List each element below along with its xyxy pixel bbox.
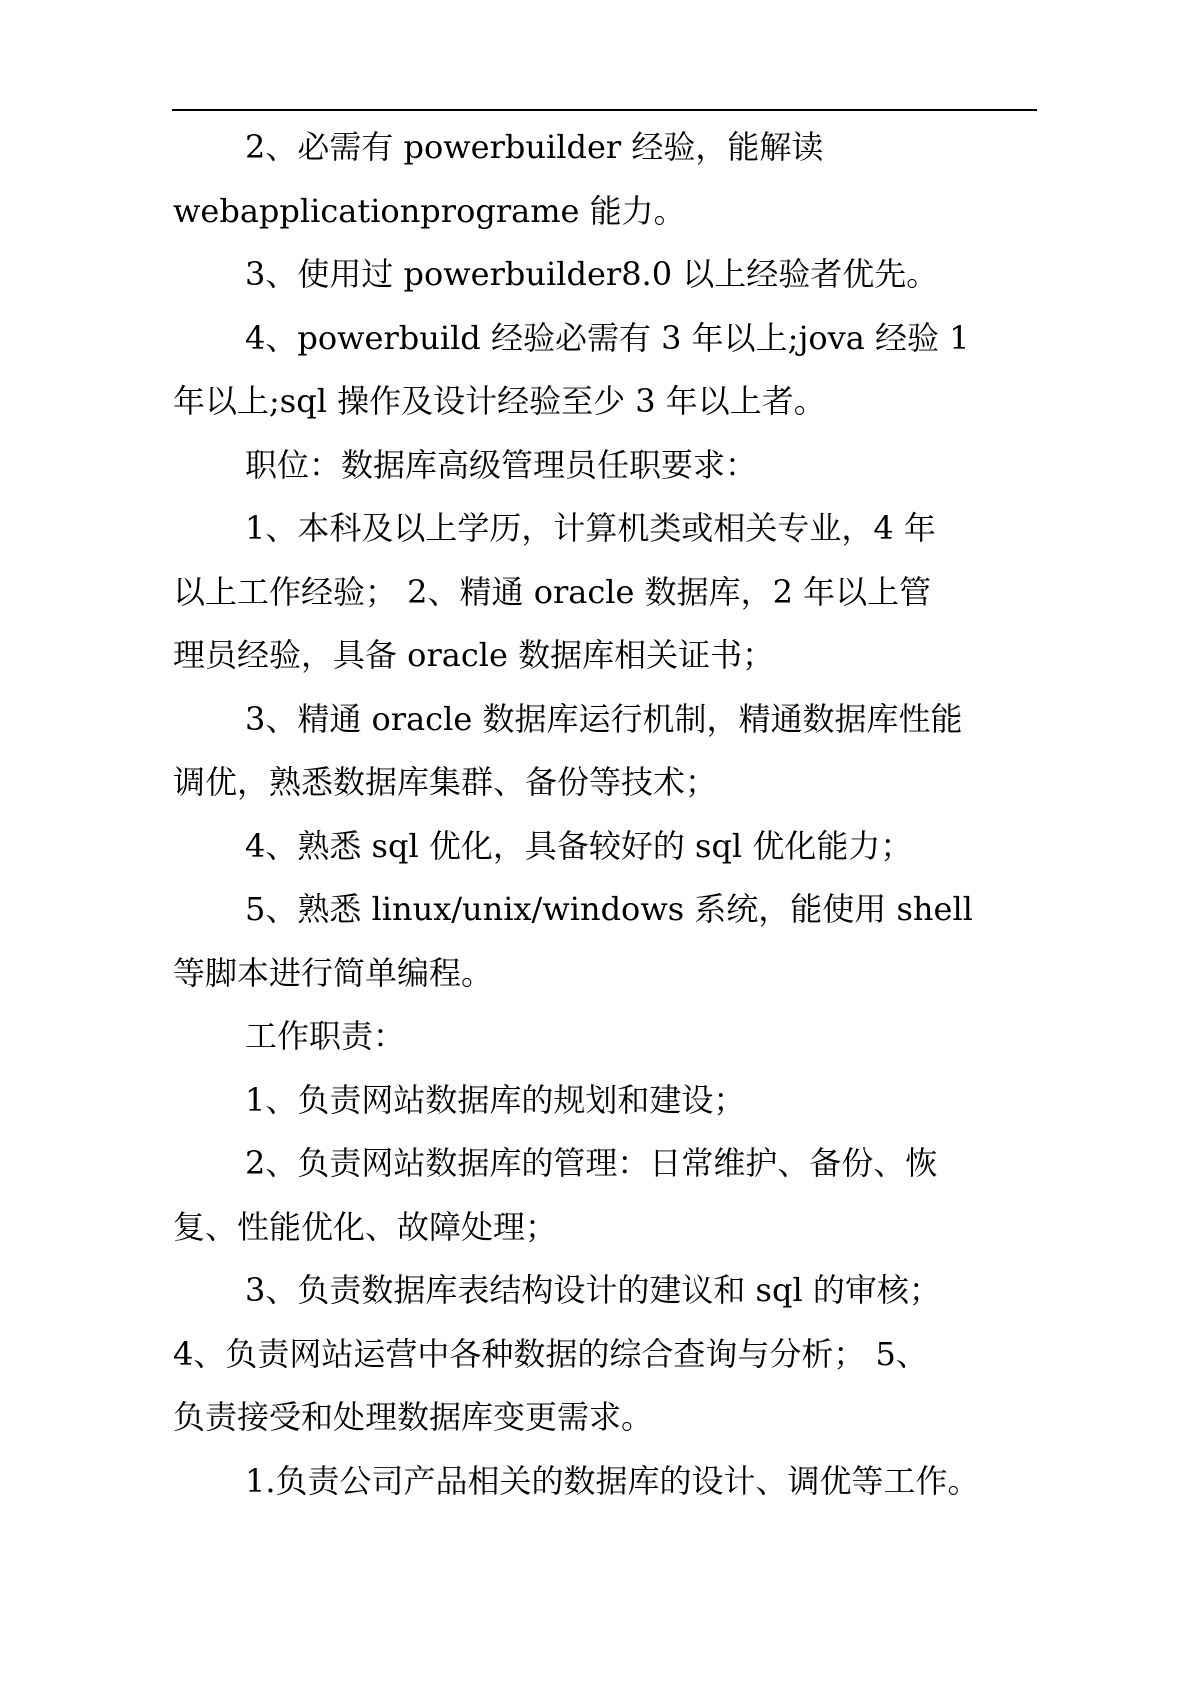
paragraph-line: 1、负责网站数据库的规划和建设； (245, 1080, 746, 1119)
paragraph-line: 3、负责数据库表结构设计的建议和 sql 的审核； (245, 1271, 941, 1309)
paragraph-line: webapplicationprograme 能力。 (173, 191, 686, 230)
paragraph-line: 2、必需有 powerbuilder 经验，能解读 (245, 128, 824, 166)
paragraph-line: 年以上;sql 操作及设计经验至少 3 年以上者。 (173, 382, 826, 420)
paragraph-line: 负责接受和处理数据库变更需求。 (173, 1398, 654, 1436)
paragraph-line: 1、本科及以上学历，计算机类或相关专业，4 年 (245, 509, 936, 547)
paragraph-line: 3、精通 oracle 数据库运行机制，精通数据库性能 (245, 699, 963, 738)
paragraph-line: 2、负责网站数据库的管理：日常维护、备份、恢 (245, 1144, 938, 1182)
paragraph-line: 4、powerbuild 经验必需有 3 年以上;jova 经验 1 (245, 318, 970, 357)
paragraph-line: 4、负责网站运营中各种数据的综合查询与分析； 5、 (173, 1334, 928, 1373)
paragraph-line: 复、性能优化、故障处理； (173, 1207, 558, 1246)
section-heading: 工作职责： (245, 1017, 406, 1055)
paragraph-line: 5、熟悉 linux/unix/windows 系统，能使用 shell (245, 890, 973, 928)
paragraph-line: 理员经验，具备 oracle 数据库相关证书； (173, 636, 775, 674)
paragraph-line: 1.负责公司产品相关的数据库的设计、调优等工作。 (245, 1461, 980, 1500)
header-rule (172, 109, 1037, 111)
paragraph-line: 等脚本进行简单编程。 (173, 953, 494, 992)
paragraph-line: 4、熟悉 sql 优化，具备较好的 sql 优化能力； (245, 826, 913, 865)
paragraph-line: 以上工作经验； 2、精通 oracle 数据库，2 年以上管 (173, 572, 932, 611)
section-heading: 职位：数据库高级管理员任职要求： (245, 445, 758, 484)
document-body (173, 116, 1053, 1513)
paragraph-line: 3、使用过 powerbuilder8.0 以上经验者优先。 (245, 255, 939, 293)
paragraph-line: 调优，熟悉数据库集群、备份等技术； (173, 763, 718, 801)
